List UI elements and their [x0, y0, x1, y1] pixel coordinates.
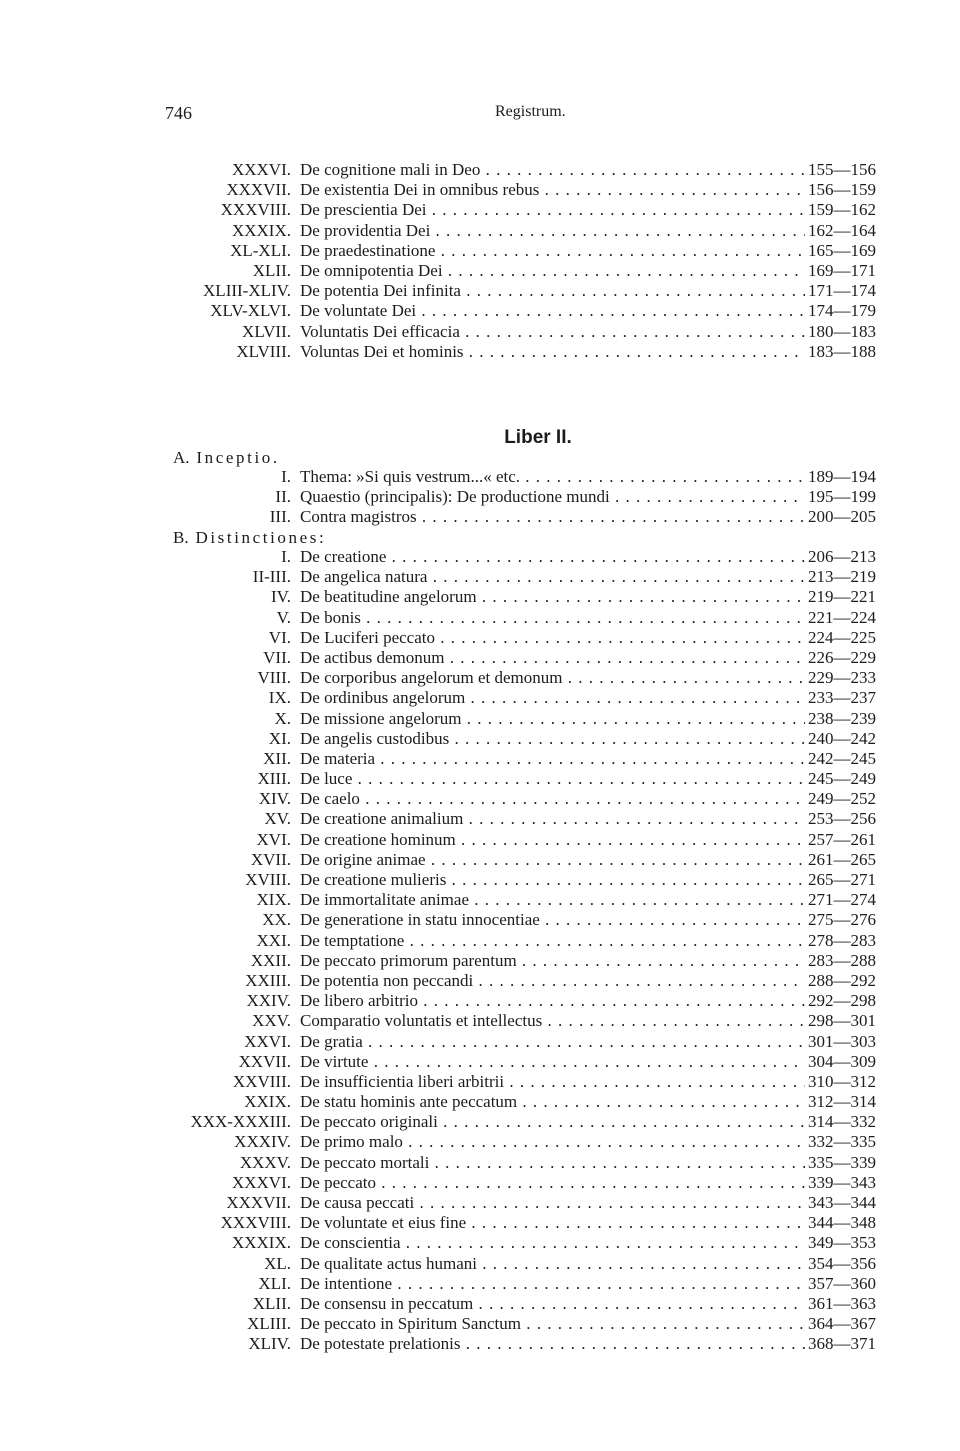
- toc-entry-number: XX.: [262, 910, 291, 930]
- toc-entry-number: XXXVII.: [226, 1193, 291, 1212]
- toc-entry-number: XVII.: [250, 849, 291, 869]
- toc-entry-number: XXXVIII.: [220, 200, 291, 220]
- toc-entry-number: XLIII-XLIV.: [203, 281, 291, 301]
- toc-entry-title: Comparatio voluntatis et intellectus . . .: [300, 1011, 805, 1031]
- toc-entry-pages: 169—171: [808, 260, 876, 280]
- toc-entry-title: De statu hominis ante peccatum . . .: [300, 1092, 805, 1112]
- toc-entry-number: II-III.: [252, 567, 291, 587]
- toc-entry: [0, 749, 960, 769]
- toc-entry-title: De peccato in Spiritum Sanctum . . .: [300, 1314, 805, 1334]
- toc-entry-pages: 180—183: [808, 321, 876, 341]
- toc-entry: [0, 301, 960, 321]
- toc-entry: [0, 890, 960, 910]
- toc-entry-number: XXVIII.: [232, 1071, 291, 1091]
- toc-entry-pages: 261—265: [808, 849, 876, 869]
- toc-entry-pages: 368—371: [808, 1334, 876, 1354]
- toc-entry-title: De bonis . . .: [300, 608, 805, 628]
- toc-entry-number: XVIII.: [245, 870, 291, 889]
- toc-entry-pages: 335—339: [808, 1152, 876, 1172]
- toc-entry-pages: 278—283: [808, 930, 876, 950]
- toc-entry: [0, 1132, 960, 1152]
- toc-entry-title: De intentione . . .: [300, 1274, 805, 1294]
- toc-entry-number: XXIII.: [245, 970, 291, 990]
- toc-entry-number: IX.: [268, 688, 291, 708]
- toc-entry-number: XXX-XXXIII.: [190, 1112, 291, 1132]
- toc-entry-pages: 159—162: [808, 200, 876, 220]
- toc-entry-title: De peccato mortali . . .: [300, 1153, 805, 1173]
- toc-entry-title: De peccato . . .: [300, 1173, 805, 1193]
- toc-entry: [0, 261, 960, 281]
- section-b-heading: [173, 528, 326, 548]
- toc-entry-number: XXXVI.: [231, 160, 291, 179]
- toc-entry-pages: 245—249: [808, 769, 876, 789]
- toc-entry-title: De creatione . . .: [300, 547, 805, 567]
- toc-entry-number: V.: [276, 607, 291, 627]
- toc-entry-title: De peccato primorum parentum . . .: [300, 951, 805, 971]
- toc-entry-title: De primo malo . . .: [300, 1132, 805, 1152]
- toc-entry: [0, 931, 960, 951]
- toc-entry: [0, 322, 960, 342]
- toc-entry-title: De origine animae . . .: [300, 850, 805, 870]
- toc-entry: [0, 910, 960, 930]
- toc-entry-pages: 301—303: [808, 1031, 876, 1051]
- toc-entry: [0, 1032, 960, 1052]
- toc-entry-title: De potestate prelationis . . .: [300, 1334, 805, 1354]
- toc-entry: [0, 221, 960, 241]
- toc-entry-title: De existentia Dei in omnibus rebus . . .: [300, 180, 805, 200]
- toc-entry-number: XLV-XLVI.: [210, 301, 291, 321]
- toc-entry-number: XLIV.: [248, 1334, 291, 1354]
- toc-entry: [0, 1233, 960, 1253]
- toc-entry-number: VIII.: [257, 668, 291, 688]
- toc-entry-title: De prescientia Dei . . .: [300, 200, 805, 220]
- toc-entry-number: XXIX.: [244, 1092, 291, 1112]
- toc-entry-number: XVI.: [256, 829, 291, 849]
- toc-entry-title: Thema: »Si quis vestrum...« etc. . . .: [300, 467, 805, 487]
- toc-entry-title: De caelo . . .: [300, 789, 805, 809]
- toc-entry-pages: 156—159: [808, 180, 876, 200]
- toc-entry-pages: 344—348: [808, 1213, 876, 1233]
- section-b-label: Distinctiones:: [195, 528, 327, 547]
- toc-entry-title: De potentia non peccandi . . .: [300, 971, 805, 991]
- toc-entry: [0, 1213, 960, 1233]
- toc-entry-number: XXVI.: [244, 1031, 291, 1051]
- toc-entry-pages: 349—353: [808, 1233, 876, 1253]
- toc-entry: [0, 850, 960, 870]
- page-number: 746: [165, 103, 192, 123]
- toc-entry-number: I.: [281, 467, 291, 486]
- toc-entry-title: De qualitate actus humani . . .: [300, 1254, 805, 1274]
- toc-entry-number: XV.: [264, 809, 291, 829]
- toc-entry-number: XLIII.: [247, 1314, 291, 1334]
- toc-entry-pages: 298—301: [808, 1011, 876, 1031]
- section-a-heading: [173, 448, 280, 468]
- toc-entry-pages: 240—242: [808, 728, 876, 748]
- toc-entry: [0, 1011, 960, 1031]
- toc-entry-pages: 229—233: [808, 668, 876, 688]
- toc-entry-title: De angelica natura . . .: [300, 567, 805, 587]
- toc-entry: [0, 809, 960, 829]
- toc-entry-title: De omnipotentia Dei . . .: [300, 261, 805, 281]
- toc-entry: [0, 971, 960, 991]
- toc-entry-title: De creatione hominum . . .: [300, 830, 805, 850]
- toc-entry-pages: 219—221: [808, 587, 876, 607]
- toc-entry: [0, 587, 960, 607]
- toc-entry: [0, 789, 960, 809]
- toc-entry-title: De ordinibus angelorum . . .: [300, 688, 805, 708]
- toc-entry-pages: 162—164: [808, 220, 876, 240]
- toc-entry: [0, 769, 960, 789]
- toc-entry-pages: 343—344: [808, 1193, 876, 1212]
- toc-entry-number: XXIV.: [246, 991, 291, 1011]
- toc-entry: [0, 1274, 960, 1294]
- toc-entry-title: De materia . . .: [300, 749, 805, 769]
- toc-entry: [0, 1193, 960, 1213]
- toc-entry-number: IV.: [271, 587, 291, 607]
- toc-entry-pages: 233—237: [808, 688, 876, 708]
- toc-entry-pages: 189—194: [808, 467, 876, 486]
- toc-entry-pages: 238—239: [808, 708, 876, 728]
- toc-entry: [0, 160, 960, 180]
- toc-entry: [0, 668, 960, 688]
- toc-entry-title: De praedestinatione . . .: [300, 241, 805, 261]
- toc-entry: [0, 200, 960, 220]
- toc-entry: [0, 281, 960, 301]
- toc-entry: [0, 507, 960, 527]
- toc-entry-title: De insufficientia liberi arbitrii . . .: [300, 1072, 805, 1092]
- toc-entry-pages: 288—292: [808, 970, 876, 990]
- toc-entry: [0, 870, 960, 890]
- toc-entry-pages: 283—288: [808, 950, 876, 970]
- toc-entry-pages: 224—225: [808, 627, 876, 647]
- toc-entry: [0, 241, 960, 261]
- toc-entry-title: De providentia Dei . . .: [300, 221, 805, 241]
- toc-entry-number: XII.: [263, 748, 291, 768]
- toc-entry-number: XXI.: [256, 930, 291, 950]
- toc-entry-pages: 226—229: [808, 647, 876, 667]
- toc-entry-number: XLII.: [252, 1293, 291, 1313]
- toc-entry-title: De angelis custodibus . . .: [300, 729, 805, 749]
- toc-entry-pages: 265—271: [808, 870, 876, 889]
- toc-entry: [0, 709, 960, 729]
- toc-entry: [0, 467, 960, 487]
- toc-entry-pages: 155—156: [808, 160, 876, 179]
- toc-entry-title: Quaestio (principalis): De productione mundi . . .: [300, 487, 805, 507]
- toc-entry-number: III.: [269, 507, 291, 527]
- toc-entry-title: De libero arbitrio . . .: [300, 991, 805, 1011]
- toc-entry-number: VII.: [263, 647, 291, 667]
- toc-entry: [0, 729, 960, 749]
- toc-entry-number: XXVII.: [238, 1051, 291, 1071]
- toc-entry-title: De cognitione mali in Deo . . .: [300, 160, 805, 180]
- toc-entry-title: De generatione in statu innocentiae . . .: [300, 910, 805, 930]
- toc-entry-title: De immortalitate animae . . .: [300, 890, 805, 910]
- toc-entry-pages: 195—199: [808, 487, 876, 507]
- toc-entry-pages: 253—256: [808, 809, 876, 829]
- toc-entry-pages: 312—314: [808, 1092, 876, 1112]
- toc-entry-title: De voluntate et eius fine . . .: [300, 1213, 805, 1233]
- toc-entry-pages: 310—312: [808, 1071, 876, 1091]
- toc-entry-pages: 206—213: [808, 547, 876, 566]
- toc-entry-title: De conscientia . . .: [300, 1233, 805, 1253]
- toc-entry-pages: 275—276: [808, 910, 876, 930]
- toc-entry: [0, 1072, 960, 1092]
- toc-entry-title: De creatione mulieris . . .: [300, 870, 805, 890]
- toc-entry-title: De consensu in peccatum . . .: [300, 1294, 805, 1314]
- toc-entry-pages: 304—309: [808, 1051, 876, 1071]
- toc-entry-title: Voluntatis Dei efficacia . . .: [300, 322, 805, 342]
- toc-entry-pages: 257—261: [808, 829, 876, 849]
- toc-entry-pages: 183—188: [808, 341, 876, 361]
- toc-entry-number: II.: [275, 487, 291, 507]
- toc-entry-number: XLII.: [252, 260, 291, 280]
- toc-entry: [0, 180, 960, 200]
- toc-entry: [0, 547, 960, 567]
- toc-entry-pages: 314—332: [808, 1112, 876, 1132]
- toc-entry-number: X.: [274, 708, 291, 728]
- toc-entry-title: Voluntas Dei et hominis . . .: [300, 342, 805, 362]
- toc-entry-title: Contra magistros . . .: [300, 507, 805, 527]
- section-a-letter: A.: [173, 448, 190, 467]
- toc-entry-title: De luce . . .: [300, 769, 805, 789]
- toc-entry: [0, 1092, 960, 1112]
- toc-entry-pages: 292—298: [808, 991, 876, 1011]
- toc-entry-title: De missione angelorum . . .: [300, 709, 805, 729]
- toc-entry-title: De virtute . . .: [300, 1052, 805, 1072]
- toc-entry-pages: 213—219: [808, 567, 876, 587]
- toc-entry-number: XLI.: [258, 1273, 291, 1293]
- toc-entry-number: XIII.: [257, 769, 291, 789]
- toc-entry-pages: 200—205: [808, 507, 876, 527]
- toc-entry-number: I.: [281, 547, 291, 566]
- toc-entry: [0, 567, 960, 587]
- toc-entry-number: XXV.: [252, 1011, 291, 1031]
- section-a-label: Inceptio.: [196, 448, 280, 467]
- toc-entry-title: De beatitudine angelorum . . .: [300, 587, 805, 607]
- toc-entry: [0, 1112, 960, 1132]
- toc-entry-number: XIX.: [256, 890, 291, 910]
- running-head: Registrum.: [495, 103, 566, 120]
- toc-entry-title: De causa peccati . . .: [300, 1193, 805, 1213]
- toc-entry-number: XXXVI.: [231, 1172, 291, 1192]
- toc-entry-pages: 249—252: [808, 789, 876, 809]
- toc-entry-title: De corporibus angelorum et demonum . . .: [300, 668, 805, 688]
- toc-entry-number: XL-XLI.: [230, 240, 291, 260]
- liber-i-entries: [0, 160, 960, 362]
- toc-entry-pages: 354—356: [808, 1253, 876, 1273]
- toc-entry: [0, 1254, 960, 1274]
- toc-entry-title: De peccato originali . . .: [300, 1112, 805, 1132]
- toc-entry-number: XXXIV.: [234, 1132, 291, 1152]
- toc-entry-number: XXXVII.: [226, 180, 291, 200]
- toc-entry-number: XIV.: [258, 789, 291, 809]
- toc-entry-number: XI.: [268, 728, 291, 748]
- toc-entry-number: XL.: [264, 1253, 291, 1273]
- toc-entry-number: XXXIX.: [231, 1233, 291, 1253]
- toc-entry: [0, 648, 960, 668]
- toc-entry-title: De creatione animalium . . .: [300, 809, 805, 829]
- toc-entry: [0, 688, 960, 708]
- toc-entry-pages: 364—367: [808, 1314, 876, 1334]
- toc-entry-pages: 171—174: [808, 281, 876, 301]
- toc-entry-pages: 165—169: [808, 240, 876, 260]
- toc-entry: [0, 1314, 960, 1334]
- toc-entry-number: XXXVIII.: [220, 1213, 291, 1233]
- section-a-entries: [0, 467, 960, 528]
- toc-entry-title: De actibus demonum . . .: [300, 648, 805, 668]
- toc-entry-number: XLVII.: [242, 321, 291, 341]
- liber-ii-title: Liber II.: [504, 427, 572, 448]
- toc-entry-pages: 174—179: [808, 301, 876, 321]
- toc-entry-number: XXXV.: [239, 1152, 291, 1172]
- toc-entry-pages: 357—360: [808, 1273, 876, 1293]
- toc-entry: [0, 1334, 960, 1354]
- toc-entry-title: De potentia Dei infinita . . .: [300, 281, 805, 301]
- toc-entry-number: XXXIX.: [231, 220, 291, 240]
- section-b-entries: [0, 547, 960, 1355]
- toc-entry-number: XXII.: [250, 950, 291, 970]
- toc-entry: [0, 628, 960, 648]
- toc-entry-pages: 242—245: [808, 748, 876, 768]
- toc-entry: [0, 1052, 960, 1072]
- toc-entry-title: De Luciferi peccato . . .: [300, 628, 805, 648]
- toc-entry-number: VI.: [268, 627, 291, 647]
- toc-entry-title: De temptatione . . .: [300, 931, 805, 951]
- toc-entry-pages: 271—274: [808, 890, 876, 910]
- toc-entry: [0, 830, 960, 850]
- toc-entry: [0, 487, 960, 507]
- toc-entry: [0, 608, 960, 628]
- toc-entry-pages: 339—343: [808, 1172, 876, 1192]
- section-b-letter: B.: [173, 528, 189, 547]
- toc-entry-pages: 361—363: [808, 1293, 876, 1313]
- toc-entry: [0, 1153, 960, 1173]
- toc-entry-title: De gratia . . .: [300, 1032, 805, 1052]
- toc-entry: [0, 1294, 960, 1314]
- toc-entry-number: XLVIII.: [236, 341, 291, 361]
- toc-entry-pages: 332—335: [808, 1132, 876, 1152]
- toc-entry: [0, 1173, 960, 1193]
- toc-entry-pages: 221—224: [808, 607, 876, 627]
- toc-entry: [0, 342, 960, 362]
- toc-entry: [0, 991, 960, 1011]
- toc-entry-title: De voluntate Dei . . .: [300, 301, 805, 321]
- toc-entry: [0, 951, 960, 971]
